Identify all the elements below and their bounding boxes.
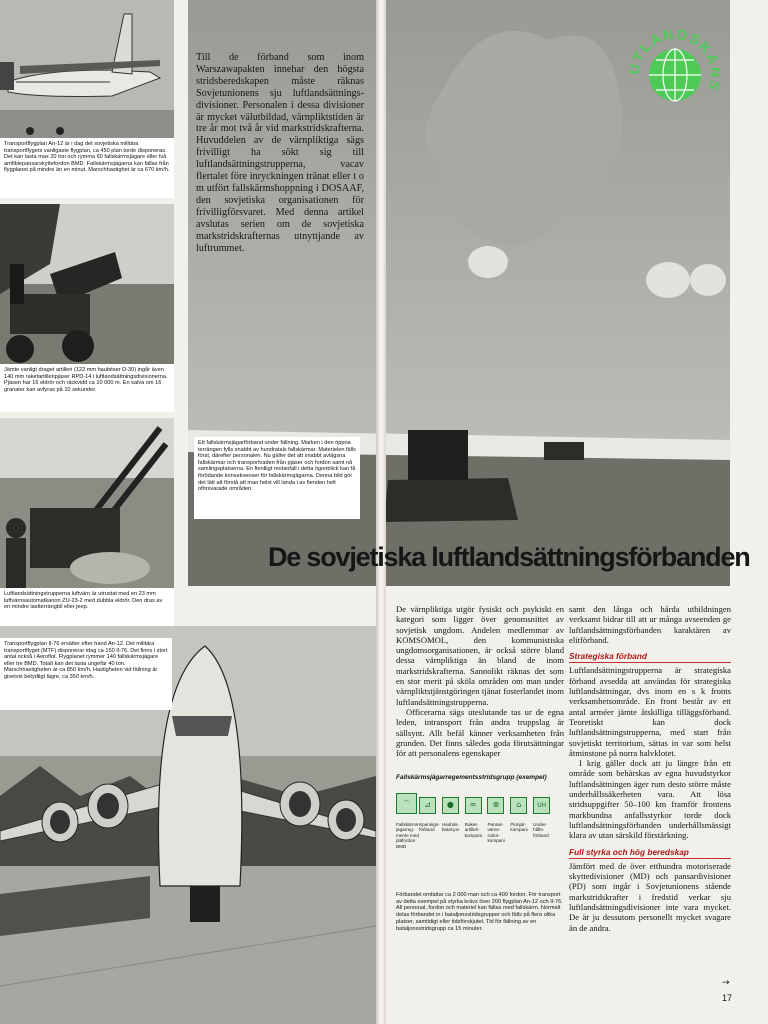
unit-antitank: ⊗ Pansar-värns-robot-kompani [487,797,510,849]
continue-arrow-icon: → [722,978,730,988]
unit-pioneer: ⌂ Pionjär-kompani [510,797,533,849]
photo-an12-aircraft [0,0,174,138]
subheading-full-strength: Full styrka och hög beredskap [569,846,689,857]
rocket-icon: ≈ [469,800,477,809]
col1-paragraph-2: Officerarna sägs uteslutande tas ur de egna leden, intransport från andra truppslag är sällsynt. Allt befäl känner verksamheten från grunden. Det finns således goda förutsättningar för att personalens egenskaper [396,706,564,759]
unit-supply: UH Under-hålls-förband [533,797,556,849]
intro-text: Till de förband som inom Warszawapakten innehar den högsta stridsberedskapen måste räknas Sovjetunionens sju luftlandsättnings-divisioner. Personalen i dessa divisioner är mycket välutbildad, värnpliktstiden är tre år mot två år vid markstridskrafterna. Huvuddelen av de värnpliktiga sägs frivilligt ha sökt sig till luftlandsättningstrupperna, vacav flertalet före inryckningen tränat eller t o m utfört fallskärmshoppning i DOSAAF, den sovjetiska organisationen för frivilligförsvaret. Med denna artikel avslutas serien om de sovjetiska markstridskrafternas utnyttjande av luftrummet. [196,52,364,254]
caption-drop: Ett fallskärmsjägarförband under fällning. Marken i den öppna terrängen fylls snabbt av hundratals fallskärmar. Materielen fälls först, därefter personalen. Nu gäller det att snabbt avlägsna fallskärmar och transportvaden från pjäser och fordon samt nå samlingsplatserna. En fientligt motanfall i detta ögonblick kan få förödande konsekvenser för fallskärmsjägarna. Denna bild gör det lätt att förstå att man helst vill landa i av fienden helt oförsvarade områden. [194,437,360,519]
subheading-strategic: Strategiska förband [569,651,647,662]
chart-units [396,797,556,849]
body-column-2 [569,604,731,933]
unit-howitzer: ● Haubits-batal-jon [442,797,465,849]
col2-paragraph-3: I krig gäller dock att ju längre från ett område som behärskas av egna huvudstyrkor luftlandsättningen äger rum desto större måste underhållssäkerheten vara. Att lösa stridsuppgifter 50–100 km framför frontens markbundna anfallsstyrkor torde dock luftlandsättningsförbanden underhållsmässigt klara av utan särskild förstärkning. [569,758,731,841]
page-number: 17 [722,993,733,1003]
badge-label: TLANDSKA S [629,28,722,94]
chart-note: Förbandet omfattar ca 2 000 man och ca 400 fordon. För transport av detta exempel på styrka krävs över 200 flygplan An-12 och Il-76. All personal, fordon och materiel kan fällas med fallskärm. Normalt delas förbandet in i bataljonsstridsgrupper och fälls på flera olika platser, samtidigt eller tidsförskjutet. Tid för fällning av en bataljonsstridsgrupp ca 15 minuter. [396,892,563,932]
pioneer-icon: ⌂ [516,800,522,809]
chart-title: Fallskärmsjägarregementsstridsgrupp (exempel) [396,774,547,781]
page-gutter [376,0,386,1024]
col2-paragraph-1: samt den långa och hårda utbildningen verksamt bidrar till att ur många avseenden ge luftlandsättningsförbanden karaktären av elitförband. [569,604,731,645]
utland-badge [628,28,722,122]
caption-artillery: Jämte vanligt draget artilleri (122 mm haubitser D-30) ingår även 140 mm raketartilleripjäser RPD-14 i luftlandsättningsdivisionerna. Pjäsen har 16 eldrör och räckvidd ca 10 000 m. En salva om 16 granater kan avfyras på 10 sekunder. [0,364,174,412]
caption-il76: Transportflygplan Il-76 ersätter efter hand An-12. Det militära transportflyget (MTF) disponerar idag ca 150 Il-76. Det finns i stort antal också i Aeroflot. Flygplanet rymmer 140 fallskärmsjägare eller tre BMD. Totalt kan det lasta ungefär 40 ton. Marschhastigheten är ca 850 km/h. Hastigheten vid fällning är givetvis betydligt lägre, ca 350 km/h. [0,638,172,710]
body-column-1 [396,604,564,758]
howitzer-icon: ● [446,800,454,809]
col2-paragraph-4: Jämfört med de över etthundra motoriserade skyttedivisioner (MD) och pansardivisioner (PD) som ingår i Sovjetunionens stående markstridskrafter i fredstid verkar sju luftlandsättningsdivisioner inte vara mycket. De är ju dessutom personellt mycket svagare än de andra. [569,860,731,933]
unit-recon: ⊿ Spanings-förband [419,797,442,849]
photo-rocket-artillery [0,204,174,364]
article-headline: De sovjetiska luftlandsättningsförbanden [268,542,750,572]
col2-paragraph-2: Luftlandsättningstrupperna är strategiska förband avsedda att användas för strategiska luftlandsättningar, dvs inom en s k fronts verksamhetsområde. En front består av ett antal arméer jämte åtskilliga tilläggsförband. Teoretiskt kan dock luftlandsättningstrupperna, med start från sovjetiskt territorium, sättas in var som helst åtminstone på norra halvklotet. [569,665,731,758]
caption-an12: Transportflygplan An-12 är i dag det sovjetiska militära transportflygets vanligaste flygplan, ca 450 plan torde disponeras. Det kan lasta max 20 ton och rymma 60 fallskärmsjägare eller två amfibiepansarskyttefordon BMD. Fallskärmsjägarna kan fällas från flygplanet på mindre än en minut. Marschhastighet är ca 670 km/h. [0,138,174,198]
recon-icon: ⊿ [424,800,431,809]
unit-rocket: ≈ Raket-artilleri-kompani [465,797,488,849]
antitank-icon: ⊗ [492,800,500,809]
airborne-icon: ⌢ [403,796,410,805]
caption-zu23: Luftlandsättningstrupperna luftvärn är utrustat med en 23 mm luftvärnsautomatkanon ZU-23-2 med dubbla eldrör. Den dras av en mindre lastterrängbil eller jeep. [0,588,174,626]
regiment-chart [396,774,564,932]
photo-zu23-antiaircraft [0,418,174,588]
supply-icon: UH [537,802,547,809]
subheading-rule [569,858,731,859]
col1-paragraph-1: De värnpliktiga utgör fysiskt och psykiskt en kategori som ligger över genomsnittet av sovjetisk ungdom. Andelen medlemmar av KOMSOMOL, den kommunistiska ungdomsorganisationen, är också större bland dessa värnpliktiga än bland de inom markstridskrafterna. Sannolikt räknas det som en stor merit på sköla områden om man under värnpliktstjänstgöringen tjänat fosterlandet inom luftlandsättningstrupperna. [396,604,564,707]
unit-regiment: ⌢ Fallskärms-jägarreg-mente med pläfordon BMD [396,797,419,849]
subheading-rule [569,662,731,663]
